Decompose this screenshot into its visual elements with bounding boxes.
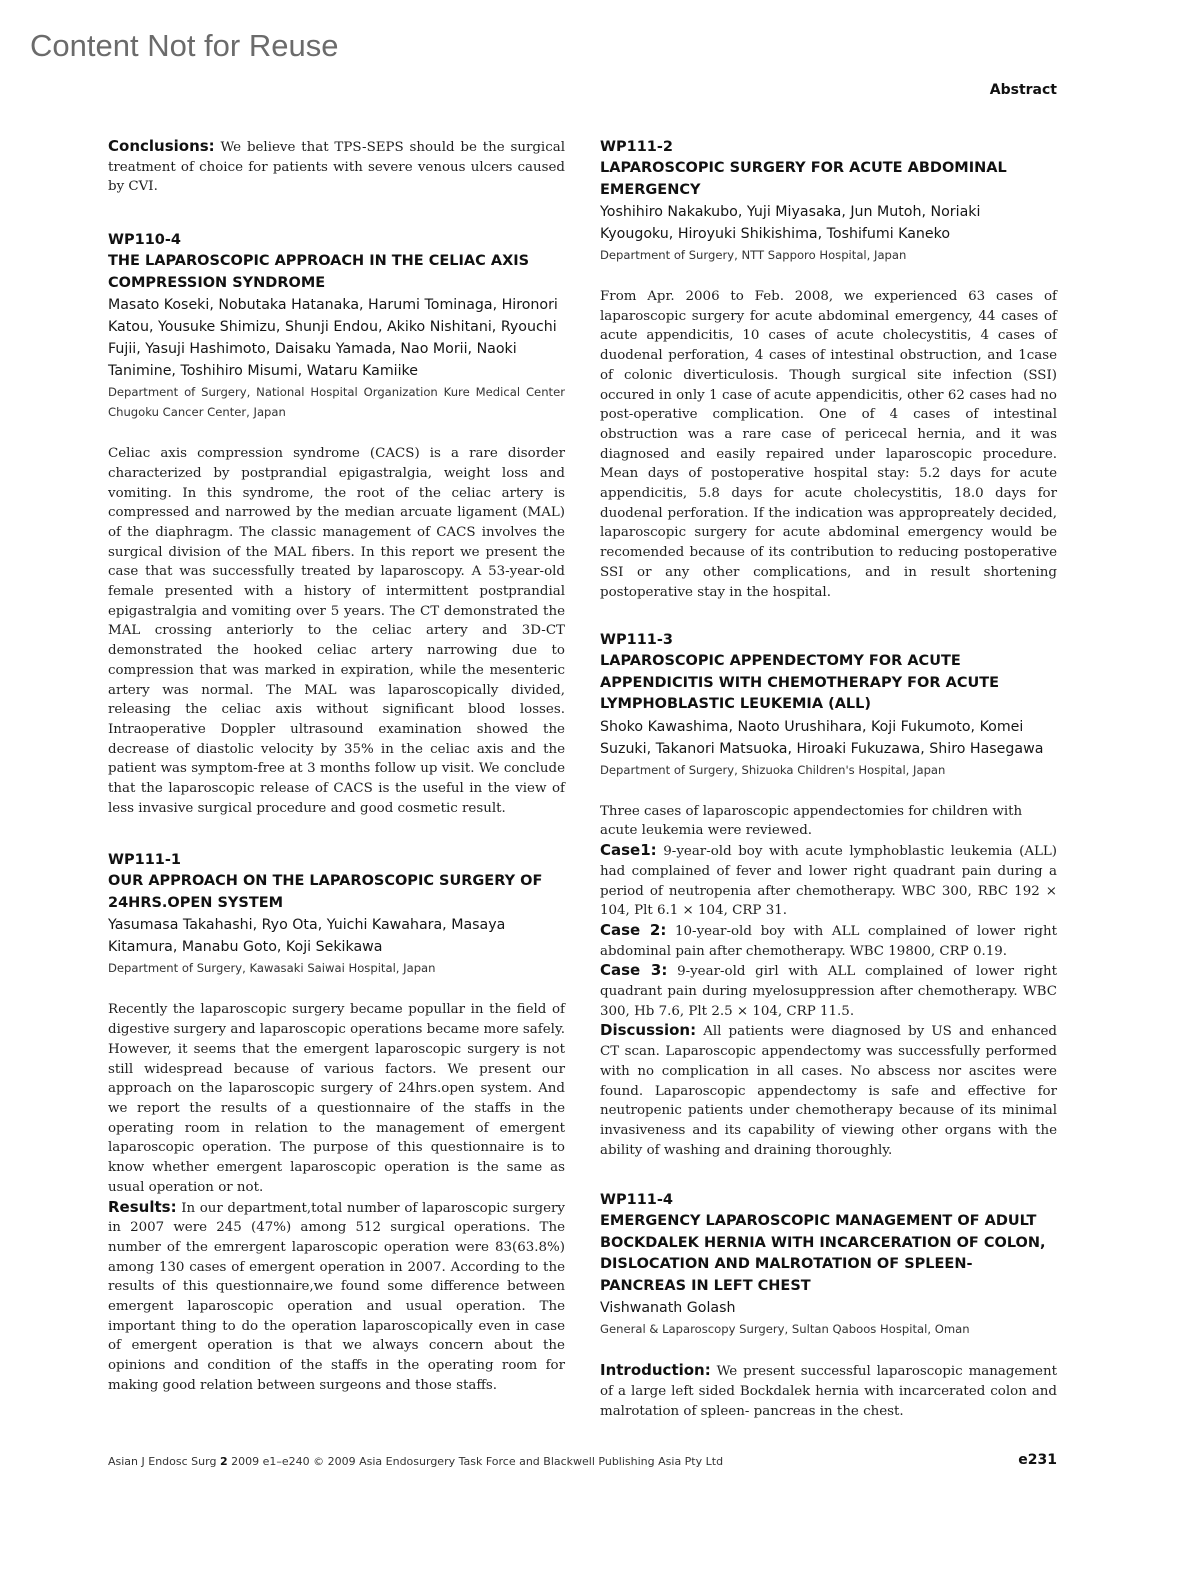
running-head: Abstract xyxy=(989,82,1057,98)
results-text: In our department,total number of laparoscopic surgery in 2007 were 245 (47%) among 512 surgical operations. The number of the emrergent laparoscopic operation were 83(63.8%) among 130 cases of emergent operation in 2007. According to the results of this questionnaire,we found some difference between emergent laparoscopic operation and usual operation. The important thing to do the operation laparoscopically even in case of emergent operation is that we always concern about the opinions and condition of the staffs in the operating room for making good relation between surgeons and those staffs. xyxy=(108,1200,565,1393)
case1-lead: Case1: xyxy=(600,841,657,860)
introduction-text: We present successful laparoscopic management of a large left sided Bockdalek hernia with incarcerated colon and malrotation of spleen- pancreas in the chest. xyxy=(600,1364,1057,1419)
discussion-lead: Discussion: xyxy=(600,1021,697,1040)
abstract-affiliation: Department of Surgery, Shizuoka Children's Hospital, Japan xyxy=(600,762,946,777)
abstract-authors: Shoko Kawashima, Naoto Urushihara, Koji Fukumoto, Komei Suzuki, Takanori Matsuoka, Hiroaki Fukuzawa, Shiro Hasegawa xyxy=(600,718,1044,757)
abstract-authors: Yoshihiro Nakakubo, Yuji Miyasaka, Jun Mutoh, Noriaki Kyougoku, Hiroyuki Shikishima, Toshifumi Kaneko xyxy=(600,204,981,242)
case2-text: 10-year-old boy with ALL complained of lower right abdominal pain after chemotherapy. WBC 19800, CRP 0.19. xyxy=(600,923,1057,959)
case3-lead: Case 3: xyxy=(600,961,668,980)
abstract-code: WP111-4 xyxy=(600,1192,673,1209)
journal-volume: 2 xyxy=(219,1455,228,1468)
abstract-affiliation: Department of Surgery, National Hospital Organization Kure Medical Center Chugoku Cancer Center, Japan xyxy=(108,385,565,420)
left-column xyxy=(108,137,565,1396)
abstract-body: Recently the laparoscopic surgery became popullar in the field of digestive surgery and laparoscopic operations became more safely. However, it seems that the emergent laparoscopic surgery is not still widespread because of various factors. We present our approach on the laparoscopic surgery of 24hrs.open system. And we report the results of a questionnaire of the staffs in the operating room in relation to the management of emergent laparoscopic operation. The purpose of this questionnaire is to know whether emergent laparoscopic operation is the same as usual operation or not. xyxy=(108,1002,565,1195)
conclusions-text: We believe that TPS-SEPS should be the surgical treatment of choice for patients with severe venous ulcers caused by CVI. xyxy=(108,140,565,195)
abstract-code: WP111-3 xyxy=(600,632,673,649)
abstract-body: Celiac axis compression syndrome (CACS) is a rare disorder characterized by postprandial epigastralgia, weight loss and vomiting. In this syndrome, the root of the celiac artery is compressed and narrowed by the median arcuate ligament (MAL) of the diaphragm. The classic management of CACS involves the surgical division of the MAL fibers. In this report we present the case that was successfully treated by laparoscopy. A 53-year-old female presented with a history of intermittent postprandial epigastralgia and vomiting over 5 years. The CT demonstrated the MAL crossing anteriorly to the celiac artery and 3D-CT demonstrated the hooked celiac artery narrowing due to compression that was marked in expiration, while the mesenteric artery was normal. The MAL was laparoscopically divided, releasing the celiac axis without significant blood losses. Intraoperative Doppler ultrasound examination showed the decrease of diastolic velocity by 35% in the celiac axis and the patient was symptom-free at 3 months follow up visit. We conclude that the laparoscopic release of CACS is the useful in the view of less invasive surgical procedure and good cosmetic result. xyxy=(108,446,565,816)
case2-lead: Case 2: xyxy=(600,920,667,939)
discussion-text: All patients were diagnosed by US and enhanced CT scan. Laparoscopic appendectomy was successfully performed with no complication in all cases. No abscess nor ascites were found. Laparoscopic appendectomy is safe and effective for neutropenic patients under chemotherapy because of its minimal invasiveness and its capability of viewing other organs with the ability of washing and draining thoroughly. xyxy=(600,1024,1057,1158)
abstract-wp111-4 xyxy=(600,1190,1057,1421)
abstract-affiliation: General & Laparoscopy Surgery, Sultan Qaboos Hospital, Oman xyxy=(600,1322,970,1337)
abstract-code: WP110-4 xyxy=(108,232,181,249)
case2-paragraph xyxy=(600,921,1057,961)
page-number: e231 xyxy=(1018,1452,1057,1468)
abstract-code: WP111-1 xyxy=(108,852,181,869)
conclusions-lead: Conclusions: xyxy=(108,137,215,155)
results-lead: Results: xyxy=(108,1197,177,1216)
introduction-paragraph xyxy=(600,1361,1057,1421)
watermark: Content Not for Reuse xyxy=(30,28,339,63)
results-paragraph xyxy=(108,1198,565,1396)
case3-text: 9-year-old girl with ALL complained of lower right quadrant pain during myelosuppression after chemotherapy. WBC 300, Hb 7.6, Plt 2.5 × 104, CRP 11.5. xyxy=(600,964,1058,1019)
abstract-title: EMERGENCY LAPAROSCOPIC MANAGEMENT OF ADULT BOCKDALEK HERNIA WITH INCARCERATION OF COLON, DISLOCATION AND MALROTATION OF SPLEEN-PANCREAS IN LEFT CHEST xyxy=(600,1213,1046,1294)
abstract-title: THE LAPAROSCOPIC APPROACH IN THE CELIAC AXIS COMPRESSION SYNDROME xyxy=(108,253,530,291)
conclusions-paragraph xyxy=(108,137,565,197)
right-column xyxy=(600,137,1057,1422)
case1-text: 9-year-old boy with acute lymphoblastic leukemia (ALL) had complained of fever and lower right quadrant pain during a period of neutropenia after chemotherapy. WBC 300, RBC 192 × 104, Plt 6.1 × 104, CRP 31. xyxy=(600,844,1058,919)
journal-citation: 2009 e1–e240 © 2009 Asia Endosurgery Task Force and Blackwell Publishing Asia Pty Ltd xyxy=(231,1455,724,1468)
case3-paragraph xyxy=(600,961,1057,1021)
introduction-lead: Introduction: xyxy=(600,1361,711,1380)
abstract-wp111-2 xyxy=(600,137,1057,602)
abstract-title: LAPAROSCOPIC SURGERY FOR ACUTE ABDOMINAL EMERGENCY xyxy=(600,160,1007,198)
abstract-wp111-3 xyxy=(600,630,1057,1160)
abstract-affiliation: Department of Surgery, Kawasaki Saiwai Hospital, Japan xyxy=(108,961,436,976)
page-footer xyxy=(108,1455,723,1468)
journal-name: Asian J Endosc Surg xyxy=(108,1455,217,1468)
conclusions-continued xyxy=(108,137,565,197)
abstract-body: From Apr. 2006 to Feb. 2008, we experienced 63 cases of laparoscopic surgery for acute abdominal emergency, 44 cases of acute appendicitis, 10 cases of acute cholecystitis, 4 cases of duodenal perforation, 4 cases of intestinal obstruction, and 1case of colonic diverticulosis. Though surgical site infection (SSI) occured in only 1 case of acute appendicitis, other 62 cases had no post-operative complication. One of 4 cases of intestinal obstruction was a rare case of pericecal hernia, and it was diagnosed and easily repaired under laparoscopic procedure. Mean days of postoperative hospital stay: 5.2 days for acute appendicitis, 5.8 days for acute cholecystitis, 18.0 days for duodenal perforation. If the indication was appropreately decided, laparoscopic surgery for acute abdominal emergency would be recomended because of its contribution to reducing postoperative SSI or any other complications, and in result shortening postoperative stay in the hospital. xyxy=(600,289,1057,600)
abstract-authors: Masato Koseki, Nobutaka Hatanaka, Harumi Tominaga, Hironori Katou, Yousuke Shimizu, Shunji Endou, Akiko Nishitani, Ryouchi Fujii, Yasuji Hashimoto, Daisaku Yamada, Nao Morii, Naoki Tanimine, Toshihiro Misumi, Wataru Kamiike xyxy=(108,297,558,380)
case1-paragraph xyxy=(600,841,1057,921)
abstract-code: WP111-2 xyxy=(600,139,673,155)
abstract-authors: Yasumasa Takahashi, Ryo Ota, Yuichi Kawahara, Masaya Kitamura, Manabu Goto, Koji Sekikawa xyxy=(108,917,506,956)
abstract-wp110-4 xyxy=(108,230,565,818)
abstract-affiliation: Department of Surgery, NTT Sapporo Hospital, Japan xyxy=(600,248,907,262)
abstract-title: LAPAROSCOPIC APPENDECTOMY FOR ACUTE APPENDICITIS WITH CHEMOTHERAPY FOR ACUTE LYMPHOBLASTIC LEUKEMIA (ALL) xyxy=(600,653,1000,713)
discussion-paragraph xyxy=(600,1021,1057,1160)
abstract-authors: Vishwanath Golash xyxy=(600,1300,736,1317)
abstract-wp111-1 xyxy=(108,850,565,1395)
abstract-intro: Three cases of laparoscopic appendectomies for children with acute leukemia were reviewed. xyxy=(600,803,1023,839)
abstract-title: OUR APPROACH ON THE LAPAROSCOPIC SURGERY OF 24HRS.OPEN SYSTEM xyxy=(108,873,543,911)
